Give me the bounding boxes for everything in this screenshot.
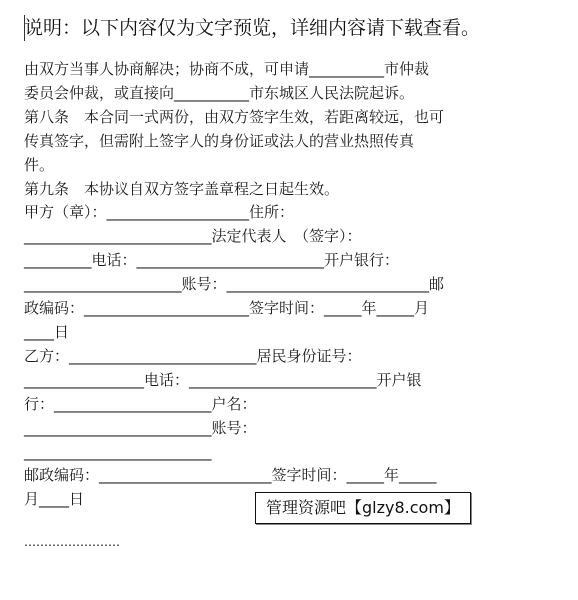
preview-notice-bar — [0, 14, 578, 46]
document-line: ________________电话：_________________________开户银 — [24, 370, 422, 389]
document-line: 第九条 本协议自双方签字盖章程之日起生效。 — [24, 179, 340, 198]
document-body — [24, 58, 556, 512]
preview-notice: 说明：以下内容仅为文字预览，详细内容请下载查看。 — [24, 17, 481, 39]
site-watermark: 管理资源吧【glzy8.com】 — [255, 492, 471, 524]
document-line: _________电话：_________________________开户银行： — [24, 251, 400, 270]
document-line: 传真签字，但需附上签字人的身份证或法人的营业热照传真 — [24, 131, 415, 150]
document-line: ____日 — [24, 322, 70, 341]
continuation-ellipsis: …………………… — [24, 535, 120, 549]
document-line: _________________________账号： — [24, 418, 257, 437]
document-line: _________________________ — [24, 442, 212, 461]
document-line: 政编码：______________________签字时间：_____年_____月 — [24, 299, 430, 318]
document-line: 行：_____________________户名： — [24, 394, 257, 413]
document-line: 件。 — [24, 155, 55, 174]
document-line: _________________________法定代表人 （签字）： — [24, 227, 362, 246]
document-line: 邮政编码：_______________________签字时间：_____年_____ — [24, 466, 437, 485]
document-line: 甲方（章）：___________________住所： — [24, 203, 295, 222]
document-line: _____________________账号：___________________________邮 — [24, 275, 445, 294]
document-line: 月____日 — [24, 490, 85, 509]
document-line: 乙方：_________________________居民身份证号： — [24, 346, 362, 365]
document-line: 委员会仲裁，或直接向__________市东城区人民法院起诉。 — [24, 83, 415, 102]
document-line: 由双方当事人协商解决；协商不成，可申请__________市仲裁 — [24, 60, 430, 78]
document-line: 第八条 本合同一式两份，由双方签字生效，若距离较远，也可 — [24, 107, 445, 126]
